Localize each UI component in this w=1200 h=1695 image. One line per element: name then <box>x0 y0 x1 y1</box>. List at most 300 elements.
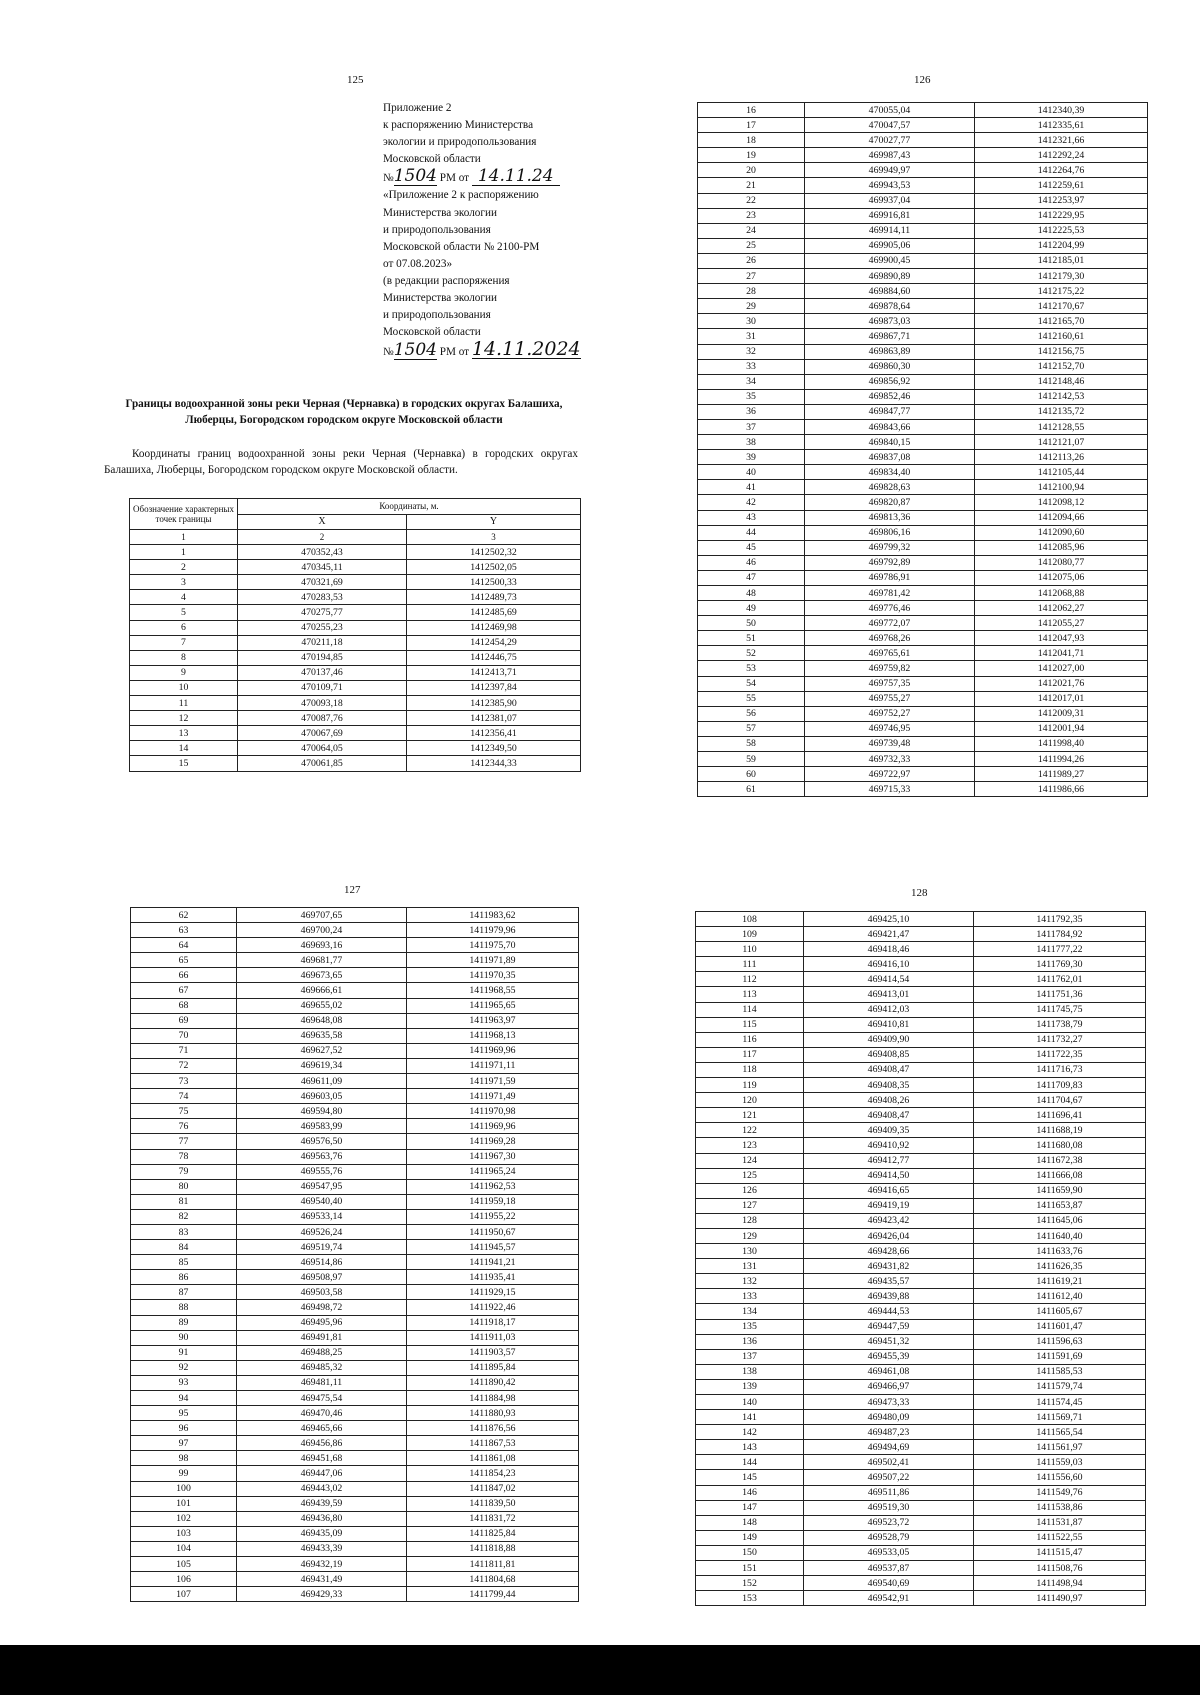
coord-x: 469732,33 <box>805 752 975 767</box>
table-row <box>131 1421 579 1436</box>
coord-x: 470321,69 <box>238 575 407 590</box>
header-x: X <box>238 514 407 530</box>
coord-y: 1411574,45 <box>974 1395 1146 1410</box>
appendix-line: и природопользования <box>383 309 491 322</box>
coord-x: 469905,06 <box>805 238 975 253</box>
coord-x: 469722,97 <box>805 767 975 782</box>
point-number: 132 <box>696 1274 804 1289</box>
coord-y: 1411633,76 <box>974 1244 1146 1259</box>
coord-y: 1412344,33 <box>407 756 581 771</box>
document-title: Границы водоохранной зоны реки Черная (Чернавка) в городских округах Балашиха, Люберцы, Богородском городском округе Московской области <box>125 398 563 426</box>
coord-x: 469528,79 <box>804 1530 974 1545</box>
table-row <box>696 1334 1146 1349</box>
coord-x: 469413,01 <box>804 987 974 1002</box>
table-row <box>131 1104 579 1119</box>
point-number: 152 <box>696 1576 804 1591</box>
point-number: 147 <box>696 1500 804 1515</box>
coord-x: 469681,77 <box>237 953 407 968</box>
point-number: 42 <box>698 495 805 510</box>
table-row <box>698 329 1148 344</box>
coord-y: 1411890,42 <box>407 1375 579 1390</box>
appendix-line: Московской области <box>383 326 481 339</box>
coord-y: 1412469,98 <box>407 620 581 635</box>
coord-x: 469772,07 <box>805 616 975 631</box>
coord-x: 469776,46 <box>805 601 975 616</box>
coord-y: 1412080,77 <box>975 555 1148 570</box>
coord-x: 469860,30 <box>805 359 975 374</box>
point-number: 97 <box>131 1436 237 1451</box>
table-row <box>698 465 1148 480</box>
point-number: 70 <box>131 1028 237 1043</box>
table-row <box>130 711 581 726</box>
table-row <box>131 1164 579 1179</box>
table-row <box>696 1364 1146 1379</box>
table-row <box>131 1315 579 1330</box>
coord-y: 1412156,75 <box>975 344 1148 359</box>
coord-y: 1412055,27 <box>975 616 1148 631</box>
appendix-line: и природопользования <box>383 223 491 236</box>
coord-x: 470275,77 <box>238 605 407 620</box>
point-number: 87 <box>131 1285 237 1300</box>
coord-y: 1411861,08 <box>407 1451 579 1466</box>
coord-y: 1412259,61 <box>975 178 1148 193</box>
table-row <box>696 1319 1146 1334</box>
table-row <box>131 1043 579 1058</box>
coord-y: 1412170,67 <box>975 299 1148 314</box>
coord-y: 1411971,59 <box>407 1074 579 1089</box>
table-row <box>131 923 579 938</box>
point-number: 74 <box>131 1089 237 1104</box>
coord-y: 1411762,01 <box>974 972 1146 987</box>
header-col-number: 3 <box>407 530 581 545</box>
point-number: 103 <box>131 1526 237 1541</box>
table-row <box>698 631 1148 646</box>
coord-x: 469693,16 <box>237 938 407 953</box>
point-number: 40 <box>698 465 805 480</box>
coord-x: 470027,77 <box>805 133 975 148</box>
point-number: 114 <box>696 1002 804 1017</box>
coord-x: 469673,65 <box>237 968 407 983</box>
coord-x: 469426,04 <box>804 1228 974 1243</box>
point-number: 98 <box>131 1451 237 1466</box>
coord-y: 1411591,69 <box>974 1349 1146 1364</box>
coord-x: 470055,04 <box>805 103 975 118</box>
coord-x: 470137,46 <box>238 665 407 680</box>
point-number: 53 <box>698 661 805 676</box>
table-row <box>696 1153 1146 1168</box>
point-number: 78 <box>131 1149 237 1164</box>
table-row <box>130 665 581 680</box>
table-row <box>696 957 1146 972</box>
table-row <box>131 1013 579 1028</box>
coord-x: 470064,05 <box>238 741 407 756</box>
table-row <box>698 752 1148 767</box>
table-row <box>131 1526 579 1541</box>
coord-y: 1411716,73 <box>974 1062 1146 1077</box>
order-suffix: РМ от <box>439 346 470 359</box>
coord-x: 469410,92 <box>804 1138 974 1153</box>
point-number: 22 <box>698 193 805 208</box>
coord-y: 1411569,71 <box>974 1410 1146 1425</box>
coord-y: 1411983,62 <box>407 908 579 923</box>
point-number: 15 <box>130 756 238 771</box>
header-col-number: 1 <box>130 530 238 545</box>
coordinates-table-page-127 <box>130 907 579 1602</box>
point-number: 46 <box>698 555 805 570</box>
table-row <box>696 1032 1146 1047</box>
table-row <box>131 1436 579 1451</box>
coord-x: 469583,99 <box>237 1119 407 1134</box>
table-row <box>130 741 581 756</box>
point-number: 144 <box>696 1455 804 1470</box>
coord-x: 469900,45 <box>805 253 975 268</box>
coord-y: 1411847,02 <box>407 1481 579 1496</box>
coord-x: 469470,46 <box>237 1406 407 1421</box>
table-row <box>698 767 1148 782</box>
point-number: 45 <box>698 540 805 555</box>
coord-y: 1411975,70 <box>407 938 579 953</box>
point-number: 79 <box>131 1164 237 1179</box>
coord-y: 1411601,47 <box>974 1319 1146 1334</box>
coord-y: 1412349,50 <box>407 741 581 756</box>
coord-x: 469498,72 <box>237 1300 407 1315</box>
point-number: 100 <box>131 1481 237 1496</box>
coord-y: 1411688,19 <box>974 1123 1146 1138</box>
table-row <box>131 1300 579 1315</box>
coord-x: 470067,69 <box>238 726 407 741</box>
coord-y: 1411490,97 <box>974 1591 1146 1606</box>
point-number: 1 <box>130 545 238 560</box>
table-row <box>131 1179 579 1194</box>
point-number: 69 <box>131 1013 237 1028</box>
coord-x: 469563,76 <box>237 1149 407 1164</box>
point-number: 118 <box>696 1062 804 1077</box>
table-row <box>698 480 1148 495</box>
coord-x: 469768,26 <box>805 631 975 646</box>
point-number: 112 <box>696 972 804 987</box>
coord-y: 1412502,32 <box>407 545 581 560</box>
coord-x: 469852,46 <box>805 389 975 404</box>
point-number: 12 <box>130 711 238 726</box>
point-number: 76 <box>131 1119 237 1134</box>
coord-y: 1412385,90 <box>407 696 581 711</box>
coord-y: 1411867,53 <box>407 1436 579 1451</box>
coord-y: 1411884,98 <box>407 1391 579 1406</box>
coord-x: 469526,24 <box>237 1224 407 1239</box>
coord-y: 1411559,03 <box>974 1455 1146 1470</box>
coord-x: 469435,57 <box>804 1274 974 1289</box>
coord-y: 1411640,40 <box>974 1228 1146 1243</box>
table-row <box>131 1240 579 1255</box>
table-row <box>698 601 1148 616</box>
point-number: 134 <box>696 1304 804 1319</box>
header-coordinates: Координаты, м. <box>238 499 581 515</box>
coord-x: 469507,22 <box>804 1470 974 1485</box>
point-number: 142 <box>696 1425 804 1440</box>
coord-x: 469408,47 <box>804 1062 974 1077</box>
point-number: 66 <box>131 968 237 983</box>
appendix-block <box>383 100 605 361</box>
table-row <box>698 555 1148 570</box>
coord-x: 469409,35 <box>804 1123 974 1138</box>
table-row <box>696 1425 1146 1440</box>
table-row <box>696 927 1146 942</box>
coord-x: 470283,53 <box>238 590 407 605</box>
table-row <box>698 253 1148 268</box>
coord-y: 1411970,35 <box>407 968 579 983</box>
coord-y: 1411941,21 <box>407 1255 579 1270</box>
coord-y: 1412397,84 <box>407 680 581 695</box>
coord-y: 1411596,63 <box>974 1334 1146 1349</box>
point-number: 11 <box>130 696 238 711</box>
coord-y: 1412075,06 <box>975 570 1148 585</box>
coord-x: 469533,14 <box>237 1209 407 1224</box>
table-row <box>696 942 1146 957</box>
coord-y: 1412041,71 <box>975 646 1148 661</box>
coord-y: 1411959,18 <box>407 1194 579 1209</box>
coord-y: 1411769,30 <box>974 957 1146 972</box>
point-number: 143 <box>696 1440 804 1455</box>
coord-y: 1411989,27 <box>975 767 1148 782</box>
coord-x: 469511,86 <box>804 1485 974 1500</box>
table-row <box>131 1572 579 1587</box>
point-number: 129 <box>696 1228 804 1243</box>
coord-x: 469487,23 <box>804 1425 974 1440</box>
table-row <box>696 1078 1146 1093</box>
table-row <box>696 1545 1146 1560</box>
point-number: 85 <box>131 1255 237 1270</box>
point-number: 131 <box>696 1259 804 1274</box>
point-number: 82 <box>131 1209 237 1224</box>
point-number: 38 <box>698 435 805 450</box>
point-number: 102 <box>131 1511 237 1526</box>
table-row <box>698 344 1148 359</box>
coord-y: 1411969,96 <box>407 1043 579 1058</box>
coord-x: 469503,58 <box>237 1285 407 1300</box>
coord-x: 469473,33 <box>804 1395 974 1410</box>
header-col-number: 2 <box>238 530 407 545</box>
coord-x: 470255,23 <box>238 620 407 635</box>
coord-x: 469943,53 <box>805 178 975 193</box>
table-row <box>696 1108 1146 1123</box>
table-row <box>698 661 1148 676</box>
coord-x: 470047,57 <box>805 118 975 133</box>
table-row <box>696 1198 1146 1213</box>
coord-x: 469443,02 <box>237 1481 407 1496</box>
coord-x: 470087,76 <box>238 711 407 726</box>
order-prefix: № <box>383 172 394 185</box>
point-number: 23 <box>698 208 805 223</box>
coord-y: 1411732,27 <box>974 1032 1146 1047</box>
table-row <box>698 148 1148 163</box>
point-number: 125 <box>696 1168 804 1183</box>
point-number: 123 <box>696 1138 804 1153</box>
order-line-2 <box>383 338 605 361</box>
table-row <box>698 586 1148 601</box>
coord-x: 469576,50 <box>237 1134 407 1149</box>
coord-x: 469863,89 <box>805 344 975 359</box>
coord-y: 1411929,15 <box>407 1285 579 1300</box>
coord-x: 469514,86 <box>237 1255 407 1270</box>
coord-x: 469707,65 <box>237 908 407 923</box>
coord-y: 1412454,29 <box>407 635 581 650</box>
table-row <box>698 570 1148 585</box>
point-number: 48 <box>698 586 805 601</box>
point-number: 31 <box>698 329 805 344</box>
point-number: 73 <box>131 1074 237 1089</box>
coord-y: 1412113,26 <box>975 450 1148 465</box>
table-row <box>131 1541 579 1556</box>
coord-y: 1412253,97 <box>975 193 1148 208</box>
point-number: 49 <box>698 601 805 616</box>
point-number: 28 <box>698 284 805 299</box>
coord-x: 469455,39 <box>804 1349 974 1364</box>
appendix-line: Московской области <box>383 153 481 166</box>
point-number: 17 <box>698 118 805 133</box>
page-number-126: 126 <box>914 74 931 86</box>
table-row <box>696 1470 1146 1485</box>
coord-y: 1412185,01 <box>975 253 1148 268</box>
point-number: 109 <box>696 927 804 942</box>
table-row <box>696 1410 1146 1425</box>
coord-y: 1411968,13 <box>407 1028 579 1043</box>
coord-y: 1412485,69 <box>407 605 581 620</box>
coord-y: 1412135,72 <box>975 404 1148 419</box>
coord-y: 1411918,17 <box>407 1315 579 1330</box>
point-number: 151 <box>696 1561 804 1576</box>
coord-x: 469987,43 <box>805 148 975 163</box>
table-row <box>696 1093 1146 1108</box>
coord-x: 469444,53 <box>804 1304 974 1319</box>
table-row <box>696 1304 1146 1319</box>
coord-x: 469799,32 <box>805 540 975 555</box>
table-row <box>696 987 1146 1002</box>
table-row <box>696 1379 1146 1394</box>
point-number: 54 <box>698 676 805 691</box>
order-date: 14.11.2024 <box>471 338 581 361</box>
coord-y: 1411666,08 <box>974 1168 1146 1183</box>
table-row <box>698 525 1148 540</box>
coord-x: 469465,66 <box>237 1421 407 1436</box>
coord-y: 1411612,40 <box>974 1289 1146 1304</box>
intro-paragraph: Координаты границ водоохранной зоны реки Черная (Чернавка) в городских округах Балашиха, Люберцы, Богородском городском округе Московской области. <box>104 448 578 476</box>
point-number: 33 <box>698 359 805 374</box>
coord-y: 1411522,55 <box>974 1530 1146 1545</box>
coord-y: 1411839,50 <box>407 1496 579 1511</box>
point-number: 120 <box>696 1093 804 1108</box>
table-row <box>698 450 1148 465</box>
coord-y: 1411709,83 <box>974 1078 1146 1093</box>
point-number: 67 <box>131 983 237 998</box>
coord-y: 1412021,76 <box>975 676 1148 691</box>
coord-y: 1412340,39 <box>975 103 1148 118</box>
table-row <box>130 635 581 650</box>
table-row <box>131 1496 579 1511</box>
coord-y: 1412179,30 <box>975 269 1148 284</box>
table-row <box>131 983 579 998</box>
coord-x: 469502,41 <box>804 1455 974 1470</box>
point-number: 86 <box>131 1270 237 1285</box>
coord-y: 1412489,73 <box>407 590 581 605</box>
table-row <box>131 1466 579 1481</box>
page-number-125: 125 <box>347 74 364 86</box>
table-row <box>131 1451 579 1466</box>
table-row <box>130 726 581 741</box>
coord-x: 469655,02 <box>237 998 407 1013</box>
point-number: 37 <box>698 419 805 434</box>
point-number: 32 <box>698 344 805 359</box>
point-number: 117 <box>696 1047 804 1062</box>
point-number: 113 <box>696 987 804 1002</box>
coord-x: 469447,59 <box>804 1319 974 1334</box>
coord-y: 1412229,95 <box>975 208 1148 223</box>
table-row <box>698 238 1148 253</box>
coord-x: 469461,08 <box>804 1364 974 1379</box>
coord-y: 1411722,35 <box>974 1047 1146 1062</box>
table-row <box>696 1515 1146 1530</box>
coord-x: 469739,48 <box>805 736 975 751</box>
coord-y: 1411998,40 <box>975 736 1148 751</box>
coord-x: 469416,10 <box>804 957 974 972</box>
point-number: 88 <box>131 1300 237 1315</box>
coord-x: 469542,91 <box>804 1591 974 1606</box>
coord-y: 1411799,44 <box>407 1587 579 1602</box>
table-row <box>696 1395 1146 1410</box>
table-row <box>131 968 579 983</box>
table-row <box>130 605 581 620</box>
coord-y: 1412500,33 <box>407 575 581 590</box>
coord-y: 1411971,89 <box>407 953 579 968</box>
table-row <box>696 1349 1146 1364</box>
coord-y: 1411784,92 <box>974 927 1146 942</box>
point-number: 149 <box>696 1530 804 1545</box>
coord-y: 1411967,30 <box>407 1149 579 1164</box>
point-number: 61 <box>698 782 805 797</box>
table-row <box>698 495 1148 510</box>
point-number: 146 <box>696 1485 804 1500</box>
coord-y: 1411955,22 <box>407 1209 579 1224</box>
point-number: 16 <box>698 103 805 118</box>
point-number: 101 <box>131 1496 237 1511</box>
coord-x: 469555,76 <box>237 1164 407 1179</box>
table-row <box>696 1244 1146 1259</box>
table-row <box>131 1074 579 1089</box>
point-number: 10 <box>130 680 238 695</box>
coord-x: 469759,82 <box>805 661 975 676</box>
point-number: 108 <box>696 912 804 927</box>
coord-y: 1411971,49 <box>407 1089 579 1104</box>
point-number: 35 <box>698 389 805 404</box>
coord-x: 469873,03 <box>805 314 975 329</box>
coord-y: 1411968,55 <box>407 983 579 998</box>
point-number: 77 <box>131 1134 237 1149</box>
coord-x: 469491,81 <box>237 1330 407 1345</box>
table-row <box>696 1530 1146 1545</box>
appendix-line: экологии и природопользования <box>383 136 537 149</box>
table-row <box>696 1591 1146 1606</box>
coord-x: 469421,47 <box>804 927 974 942</box>
coord-y: 1411585,53 <box>974 1364 1146 1379</box>
point-number: 130 <box>696 1244 804 1259</box>
coord-x: 469416,65 <box>804 1183 974 1198</box>
order-date: 14.11.24 <box>472 168 560 186</box>
point-number: 89 <box>131 1315 237 1330</box>
point-number: 116 <box>696 1032 804 1047</box>
table-row <box>131 1406 579 1421</box>
coord-y: 1411672,38 <box>974 1153 1146 1168</box>
coord-y: 1412121,07 <box>975 435 1148 450</box>
coord-x: 469488,25 <box>237 1345 407 1360</box>
